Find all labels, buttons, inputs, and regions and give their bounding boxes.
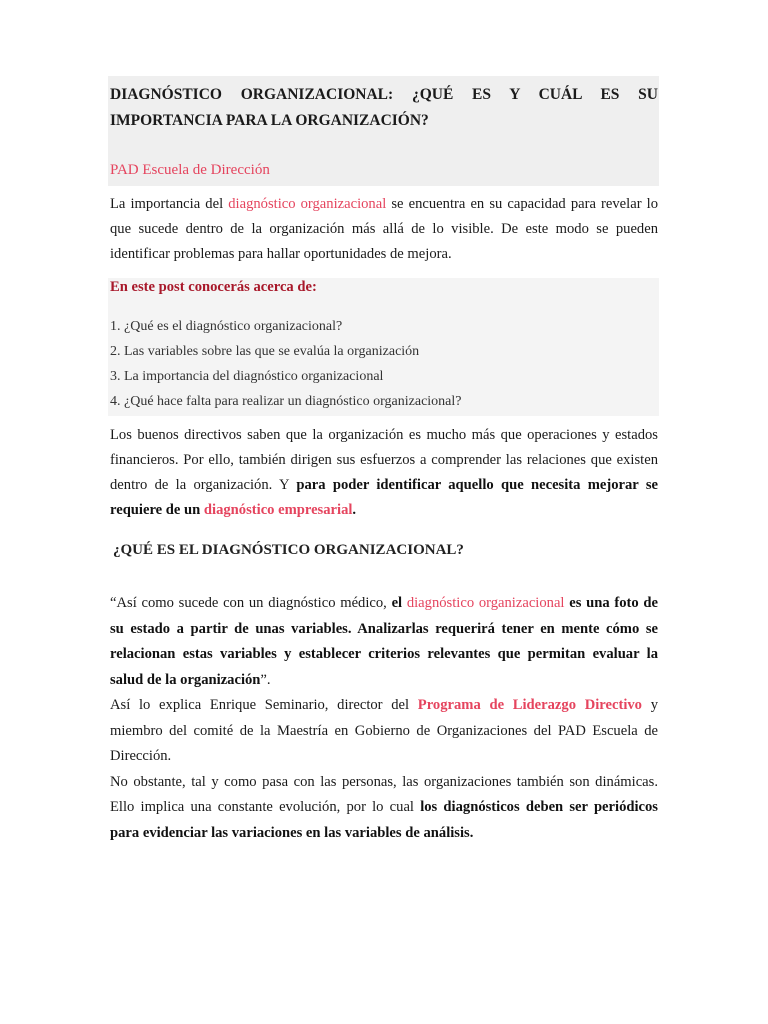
para2-end: .: [352, 502, 357, 518]
toc-item-3[interactable]: 3. La importancia del diagnóstico organizacional: [110, 369, 384, 384]
para2-text: Los buenos directivos saben que la organización es mucho más que operaciones y estados financieros. Por ello, también dirigen sus esfuerzos a comprender las relaciones que existen dentro de la organización. Y: [110, 427, 658, 493]
article-title: DIAGNÓSTICO ORGANIZACIONAL: ¿QUÉ ES Y CUÁL ES SU IMPORTANCIA PARA LA ORGANIZACIÓN?: [110, 86, 658, 129]
article-source: PAD Escuela de Dirección: [110, 162, 270, 178]
closing-bold: los diagnósticos deben ser periódicos para evidenciar las variaciones en las variables de análisis.: [110, 799, 658, 841]
quote-open: “Así como sucede con un diagnóstico médico,: [110, 595, 392, 611]
intro-text-b: se encuentra en su capacidad para revelar lo que sucede dentro de la organización más allá de lo visible. De este modo se pueden identificar problemas para hallar oportunidades de mejora.: [110, 196, 659, 262]
attribution-text-a: Así lo explica Enrique Seminario, director del: [110, 697, 418, 713]
toc-item-2[interactable]: 2. Las variables sobre las que se evalúa la organización: [110, 344, 420, 359]
link-diagnostico-empresarial[interactable]: diagnóstico empresarial: [203, 502, 353, 518]
quote-close: ”.: [260, 671, 271, 688]
toc-item-1[interactable]: 1. ¿Qué es el diagnóstico organizacional?: [110, 319, 343, 334]
closing-paragraph: [110, 770, 658, 847]
section-heading: ¿QUÉ ES EL DIAGNÓSTICO ORGANIZACIONAL?: [113, 542, 464, 558]
quote-bold-b: es una foto de su estado a partir de unas variables. Analizarlas requerirá tener en mente cómo se relacionan estas variables y establecer criterios relevantes que permitan evaluar la salud de la organización: [110, 595, 659, 688]
attribution-paragraph: [110, 693, 658, 770]
intro-text-a: La importancia del: [110, 196, 229, 212]
closing-text: No obstante, tal y como pasa con las personas, las organizaciones también son dinámicas. Ello implica una constante evolución, por lo cual: [110, 773, 658, 815]
link-programa-liderazgo[interactable]: Programa de Liderazgo Directivo: [417, 697, 642, 713]
para2-bold: para poder identificar aquello que necesita mejorar se requiere de un: [110, 477, 658, 518]
attribution-text-b: y miembro del comité de la Maestría en Gobierno de Organizaciones del PAD Escuela de Dirección.: [110, 697, 658, 764]
toc-item-4[interactable]: 4. ¿Qué hace falta para realizar un diagnóstico organizacional?: [110, 394, 462, 409]
link-diagnostico-organizacional[interactable]: diagnóstico organizacional: [228, 196, 387, 212]
directors-paragraph: [110, 423, 658, 523]
toc-list: [110, 314, 462, 414]
intro-paragraph: [110, 192, 658, 267]
toc-heading: En este post conocerás acerca de:: [110, 279, 317, 295]
section-body: [110, 591, 658, 846]
link-diagnostico-organizacional-2[interactable]: diagnóstico organizacional: [406, 595, 565, 611]
quote-bold-a: el: [391, 595, 407, 611]
quote-paragraph: [110, 591, 658, 693]
